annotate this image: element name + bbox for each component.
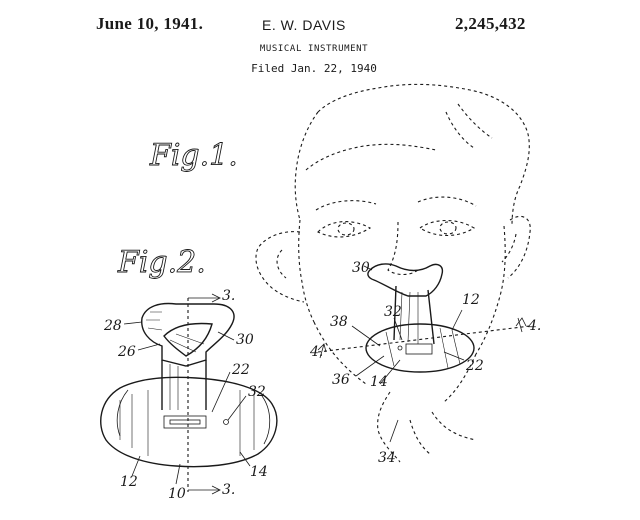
patent-date: June 10, 1941. xyxy=(96,14,204,33)
patent-title: MUSICAL INSTRUMENT xyxy=(259,44,369,54)
fig1-label: Fig.1. xyxy=(150,138,238,173)
fig1-ref-12: 12 xyxy=(462,292,480,308)
fig2-ref-12: 12 xyxy=(120,474,138,490)
fig1-ref-30: 30 xyxy=(352,260,370,276)
fig2-ref-14: 14 xyxy=(250,464,268,480)
patent-number: 2,245,432 xyxy=(455,14,526,33)
fig2-ref-28: 28 xyxy=(104,318,122,334)
fig2-ref-section-bottom: 3. xyxy=(222,482,236,498)
fig1-instrument xyxy=(318,264,530,442)
fig2-ref-22: 22 xyxy=(232,362,250,378)
inventor-name: E. W. DAVIS xyxy=(262,17,346,33)
fig1-ref-4-right: 4. xyxy=(528,318,542,334)
fig1-ref-34: 34 xyxy=(378,450,396,466)
fig2-ref-32: 32 xyxy=(248,384,266,400)
fig1-head-outline xyxy=(256,84,530,462)
fig1-ref-22: 22 xyxy=(466,358,484,374)
fig2-ref-10: 10 xyxy=(168,486,186,502)
fig1-ref-38: 38 xyxy=(330,314,348,330)
filing-date: Filed Jan. 22, 1940 xyxy=(251,62,377,75)
fig2-ref-26: 26 xyxy=(118,344,136,360)
fig2-ref-30: 30 xyxy=(236,332,254,348)
fig1-ref-36: 36 xyxy=(332,372,350,388)
fig1-ref-14: 14 xyxy=(370,374,388,390)
fig1-ref-32: 32 xyxy=(384,304,402,320)
fig1-ref-4-left: 4. xyxy=(310,344,324,360)
fig2-ref-section-top: 3. xyxy=(222,288,236,304)
fig2-label: Fig.2. xyxy=(118,245,206,280)
